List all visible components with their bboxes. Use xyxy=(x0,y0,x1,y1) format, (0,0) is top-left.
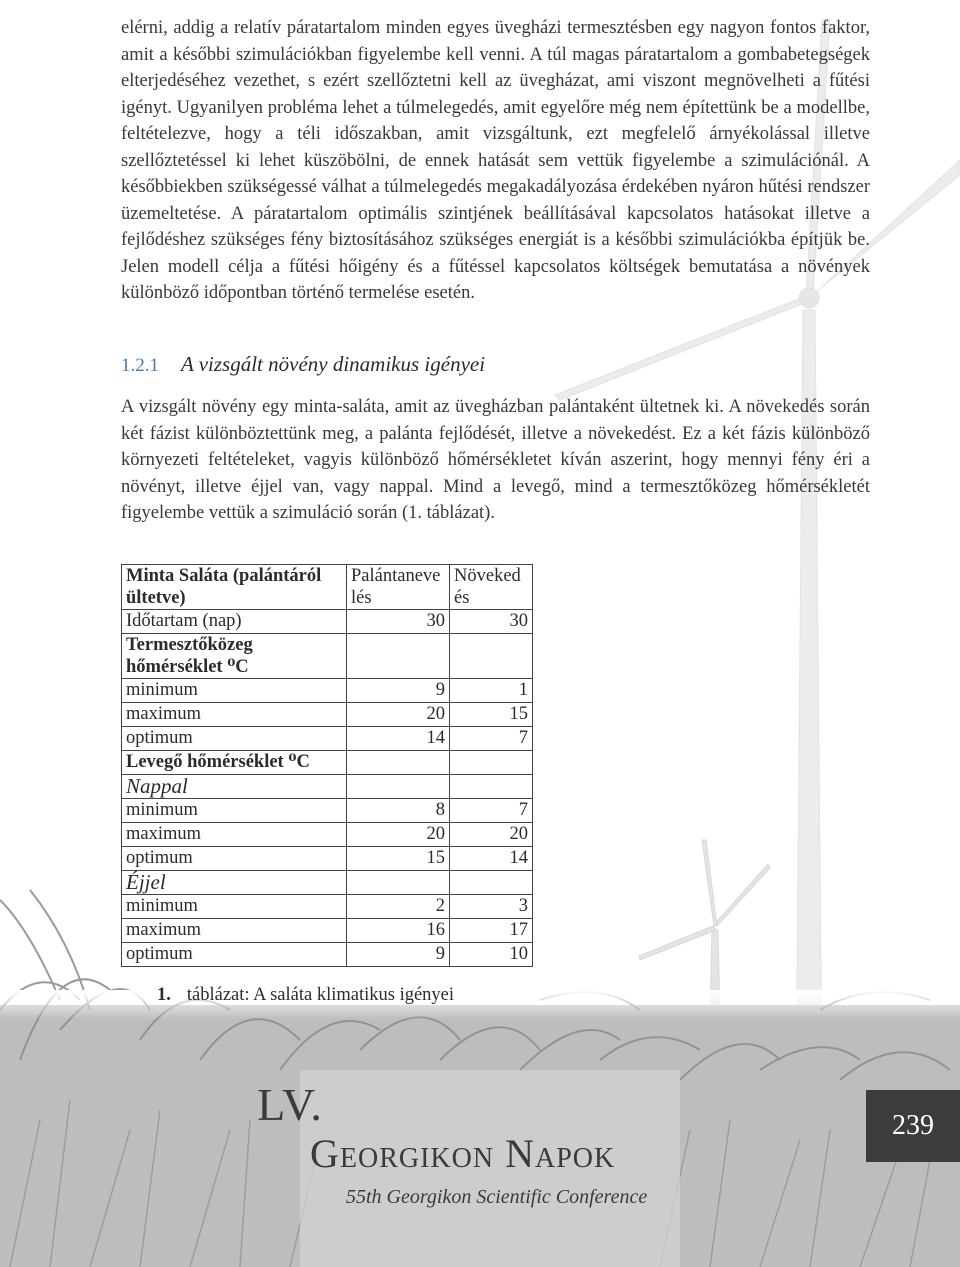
climate-table xyxy=(121,564,533,967)
caption-text: táblázat: A saláta klimatikus igényei xyxy=(186,985,455,1005)
table-cell-label: optimum xyxy=(122,943,347,967)
conference-name: Georgikon Napok xyxy=(310,1131,616,1176)
body-paragraph-1: elérni, addig a relatív páratartalom minden egyes üvegházi termesztésben egy nagyon fontos faktor, amit a későbbi szimulációkban figyelembe kell venni. A túl magas páratartalom a gombabetegségek elterjedéséhez vezethet, s ezért szellőztetni kell az üvegházat, ami viszont megnövelheti a fűtési igényt. Ugyanilyen probléma lehet a túlmelegedés, amit egyelőre még nem építettünk be a modellbe, feltételezve, hogy a téli időszakban, amit vizsgáltunk, ezt megfelelő árnyékolással illetve szellőztetéssel ki lehet küszöbölni, de ennek hatását sem vettük figyelembe a szimulációnál. A későbbiekben szükségessé válhat a túlmelegedés megakadályozása érdekében nyáron hűtési rendszer üzemeltetése. A páratartalom optimális szintjének beállításával kapcsolatos hatásokat illetve a fejlődéshez szükséges fény biztosításához szükséges energiát is a későbbi szimulációkba építjük be. Jelen modell célja a fűtési hőigény és a fűtéssel kapcsolatos költségek bemutatása a növények különböző időpontban történő termelése esetén. xyxy=(121,18,870,303)
table-cell-label: maximum xyxy=(122,823,347,847)
table-cell-label: minimum xyxy=(122,679,347,703)
table-cell-value: 1 xyxy=(450,679,533,703)
conference-subtitle: 55th Georgikon Scientific Conference xyxy=(346,1186,648,1208)
table-cell-value: 9 xyxy=(347,943,450,967)
table-cell-value: 20 xyxy=(450,823,533,847)
table-section-row xyxy=(122,775,533,799)
table-cell-value: 20 xyxy=(347,703,450,727)
table-row xyxy=(122,703,533,727)
table-cell-empty xyxy=(347,871,450,895)
table-cell-value: 9 xyxy=(347,679,450,703)
table-cell-empty xyxy=(450,775,533,799)
table-header-cell: Palántanevelés xyxy=(347,565,450,610)
table-cell-value: 7 xyxy=(450,727,533,751)
table-cell-value: 2 xyxy=(347,895,450,919)
table-cell-empty xyxy=(347,634,450,679)
table-header-cell: Minta Saláta (palántáról ültetve) xyxy=(122,565,347,610)
table-cell-value: 30 xyxy=(450,610,533,634)
table-cell-empty xyxy=(450,634,533,679)
section-heading xyxy=(121,352,485,377)
section-title: A vizsgált növény dinamikus igényei xyxy=(181,352,486,376)
table-cell-label: Időtartam (nap) xyxy=(122,610,347,634)
table-cell-value: 30 xyxy=(347,610,450,634)
table-row xyxy=(122,610,533,634)
table-cell-value: 15 xyxy=(347,847,450,871)
table-header-cell: Növekedés xyxy=(450,565,533,610)
table-cell-label: minimum xyxy=(122,895,347,919)
table-section-label: Termesztőközeg hőmérséklet ⁰C xyxy=(122,634,347,679)
table-cell-value: 15 xyxy=(450,703,533,727)
table-cell-value: 10 xyxy=(450,943,533,967)
table-cell-label: maximum xyxy=(122,919,347,943)
table-cell-value: 8 xyxy=(347,799,450,823)
table-caption xyxy=(157,985,454,1006)
table-section-label: Éjjel xyxy=(122,871,347,895)
table-cell-empty xyxy=(347,775,450,799)
table-cell-empty xyxy=(450,751,533,775)
table-cell-empty xyxy=(450,871,533,895)
table-cell-value: 3 xyxy=(450,895,533,919)
conference-number: LV. xyxy=(257,1079,323,1130)
table-cell-label: maximum xyxy=(122,703,347,727)
table-row xyxy=(122,847,533,871)
table-cell-empty xyxy=(347,751,450,775)
table-cell-value: 14 xyxy=(347,727,450,751)
table-section-row xyxy=(122,871,533,895)
table-section-label: Levegő hőmérséklet ⁰C xyxy=(122,751,347,775)
table-cell-value: 16 xyxy=(347,919,450,943)
table-row xyxy=(122,679,533,703)
table-cell-label: optimum xyxy=(122,727,347,751)
table-cell-value: 7 xyxy=(450,799,533,823)
table-cell-value: 20 xyxy=(347,823,450,847)
table-header-row xyxy=(122,565,533,610)
caption-number: 1. xyxy=(157,985,171,1005)
section-number: 1.2.1 xyxy=(121,355,159,376)
table-cell-value: 17 xyxy=(450,919,533,943)
table-cell-label: optimum xyxy=(122,847,347,871)
table-section-row xyxy=(122,751,533,775)
table-section-label: Nappal xyxy=(122,775,347,799)
table-row xyxy=(122,727,533,751)
table-row xyxy=(122,919,533,943)
table-cell-label: minimum xyxy=(122,799,347,823)
page-number: 239 xyxy=(866,1090,960,1162)
table-row xyxy=(122,943,533,967)
table-row xyxy=(122,823,533,847)
table-row xyxy=(122,799,533,823)
table-row xyxy=(122,895,533,919)
table-section-row xyxy=(122,634,533,679)
table-cell-value: 14 xyxy=(450,847,533,871)
body-paragraph-2: A vizsgált növény egy minta-saláta, amit az üvegházban palántaként ültetnek ki. A növekedés során két fázist különböztettünk meg, a palánta fejlődését, illetve a növekedést. Ez a két fázis különböző környezeti feltételeket, vagyis különböző hőmérsékletet kíván aszerint, hogy mennyi fény éri a növényt, illetve éjjel van, vagy nappal. Mind a levegő, mind a termesztőközeg hőmérsékletét figyelembe vettük a szimuláció során (1. táblázat). xyxy=(121,397,870,523)
